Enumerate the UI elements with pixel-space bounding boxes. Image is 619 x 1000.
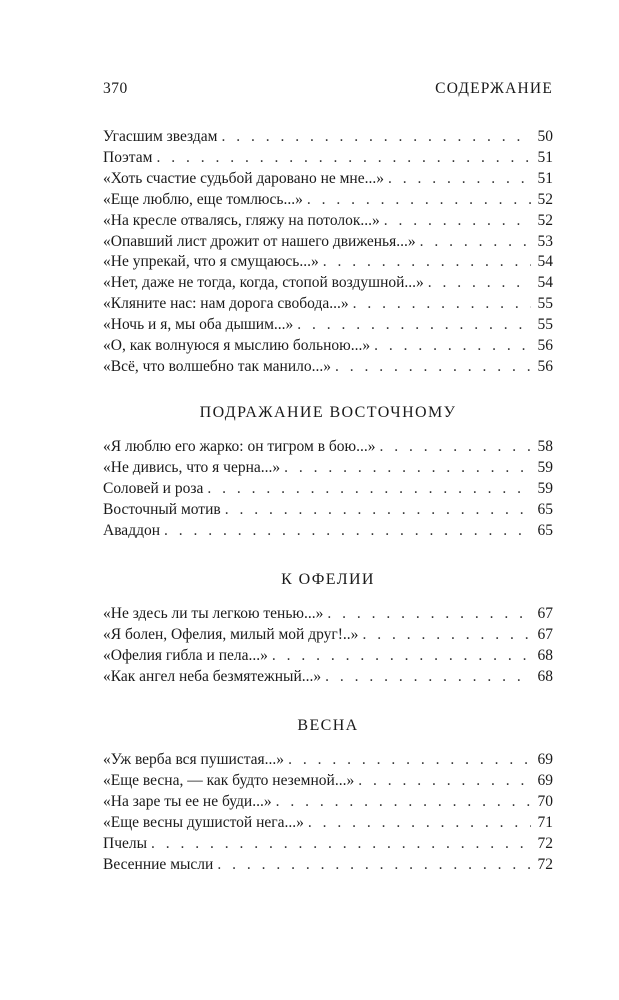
dot-leader <box>276 792 531 812</box>
entry-page: 67 <box>537 605 553 622</box>
dot-leader <box>151 834 531 854</box>
toc-entry <box>103 792 553 812</box>
entry-title: «Нет, даже не тогда, когда, стопой воздушной...» <box>103 274 424 292</box>
entry-title: «Опавший лист дрожит от нашего движенья...» <box>103 232 416 250</box>
toc-entry <box>103 294 553 314</box>
toc-entry <box>103 315 553 335</box>
entry-title: Аваддон <box>103 521 161 539</box>
dot-leader <box>307 190 531 210</box>
toc-entry <box>103 521 553 541</box>
entry-title: «О, как волнуюся я мыслию больною...» <box>103 337 371 354</box>
toc-entry <box>103 232 553 252</box>
dot-leader <box>374 336 531 356</box>
dot-leader <box>288 750 531 770</box>
section-title: ВЕСНА <box>297 717 359 734</box>
toc-entry <box>103 855 553 875</box>
dot-leader <box>217 855 531 875</box>
dot-leader <box>388 169 531 189</box>
entry-title: Пчелы <box>103 834 148 852</box>
dot-leader <box>327 604 531 624</box>
dot-leader <box>284 458 531 478</box>
entry-page: 58 <box>537 438 553 455</box>
entry-title: «Офелия гибла и пела...» <box>103 646 268 664</box>
toc-entry <box>103 646 553 666</box>
page-header <box>103 80 553 98</box>
entry-page: 59 <box>537 479 553 497</box>
toc-entry <box>103 500 553 520</box>
dot-leader <box>362 625 531 645</box>
running-title: СОДЕРЖАНИЕ <box>435 80 553 97</box>
dot-leader <box>164 521 531 541</box>
entry-title: «Кляните нас: нам дорога свобода...» <box>103 295 349 313</box>
page-number: 370 <box>103 80 128 97</box>
dot-leader <box>358 771 531 791</box>
entry-title: Восточный мотив <box>103 500 221 518</box>
toc-entry <box>103 273 553 293</box>
toc-entry <box>103 604 553 624</box>
dot-leader <box>379 437 531 457</box>
dot-leader <box>207 479 531 499</box>
toc-entry <box>103 479 553 499</box>
entry-page: 68 <box>537 667 553 685</box>
toc-entry <box>103 834 553 854</box>
entry-title: «Еще люблю, еще томлюсь...» <box>103 190 303 208</box>
toc-entry <box>103 437 553 457</box>
entry-page: 67 <box>537 625 553 643</box>
dot-leader <box>225 500 531 520</box>
entry-title: Соловей и роза <box>103 479 204 497</box>
entry-page: 70 <box>537 792 553 810</box>
entry-title: «Я люблю его жарко: он тигром в бою...» <box>103 438 376 455</box>
toc-entry <box>103 190 553 210</box>
entry-title: Угасшим звездам <box>103 128 218 145</box>
dot-leader <box>272 646 531 666</box>
toc-entry <box>103 813 553 833</box>
entry-title: «Не упрекай, что я смущаюсь...» <box>103 253 319 271</box>
entry-page: 54 <box>537 274 553 292</box>
entry-title: «Всё, что волшебно так манило...» <box>103 357 331 375</box>
entry-title: «На заре ты ее не буди...» <box>103 792 272 810</box>
entry-page: 54 <box>537 253 553 271</box>
entry-title: «Ночь и я, мы оба дышим...» <box>103 316 294 334</box>
entry-title: «Я болен, Офелия, милый мой друг!..» <box>103 625 359 643</box>
entry-page: 51 <box>537 148 553 166</box>
entry-page: 72 <box>537 855 553 873</box>
entry-title: «Не дивись, что я черна...» <box>103 458 281 476</box>
entry-page: 56 <box>537 337 553 354</box>
toc-entry <box>103 127 553 147</box>
toc-entry <box>103 169 553 189</box>
toc-entry <box>103 148 553 168</box>
dot-leader <box>308 813 531 833</box>
entry-title: «Еще весны душистой нега...» <box>103 813 304 831</box>
section-title: К ОФЕЛИИ <box>281 571 375 588</box>
toc-entry <box>103 771 553 791</box>
entry-page: 65 <box>537 500 553 518</box>
entry-page: 53 <box>537 232 553 250</box>
entry-page: 71 <box>537 813 553 831</box>
entry-page: 52 <box>537 190 553 208</box>
entry-title: Поэтам <box>103 148 153 166</box>
dot-leader <box>221 127 531 147</box>
toc-entry <box>103 458 553 478</box>
toc-entry <box>103 667 553 687</box>
entry-title: «Как ангел неба безмятежный...» <box>103 667 322 685</box>
entry-title: Весенние мысли <box>103 855 214 873</box>
entry-title: «Уж верба вся пушистая...» <box>103 751 285 768</box>
entry-page: 59 <box>537 458 553 476</box>
entry-page: 51 <box>537 169 553 187</box>
entry-page: 65 <box>537 521 553 539</box>
dot-leader <box>353 294 531 314</box>
toc-entry <box>103 252 553 272</box>
entry-page: 72 <box>537 834 553 852</box>
entry-page: 55 <box>537 316 553 334</box>
dot-leader <box>428 273 531 293</box>
entry-page: 69 <box>537 751 553 768</box>
toc-entry <box>103 750 553 770</box>
entry-page: 68 <box>537 646 553 664</box>
entry-page: 69 <box>537 771 553 789</box>
dot-leader <box>384 211 531 231</box>
dot-leader <box>156 148 531 168</box>
dot-leader <box>323 252 531 272</box>
entry-page: 50 <box>537 128 553 145</box>
entry-title: «На кресле отвалясь, гляжу на потолок...» <box>103 211 380 229</box>
toc-entry <box>103 625 553 645</box>
toc-entry <box>103 211 553 231</box>
entry-title: «Хоть счастие судьбой даровано не мне...» <box>103 169 384 187</box>
dot-leader <box>420 232 531 252</box>
toc-entry <box>103 336 553 356</box>
entry-page: 56 <box>537 357 553 375</box>
dot-leader <box>297 315 531 335</box>
entry-page: 55 <box>537 295 553 313</box>
toc-entry <box>103 357 553 377</box>
entry-title: «Еще весна, — как будто неземной...» <box>103 771 355 789</box>
section-title: ПОДРАЖАНИЕ ВОСТОЧНОМУ <box>199 404 457 421</box>
dot-leader <box>335 357 531 377</box>
entry-title: «Не здесь ли ты легкою тенью...» <box>103 605 324 622</box>
dot-leader <box>325 667 531 687</box>
entry-page: 52 <box>537 211 553 229</box>
